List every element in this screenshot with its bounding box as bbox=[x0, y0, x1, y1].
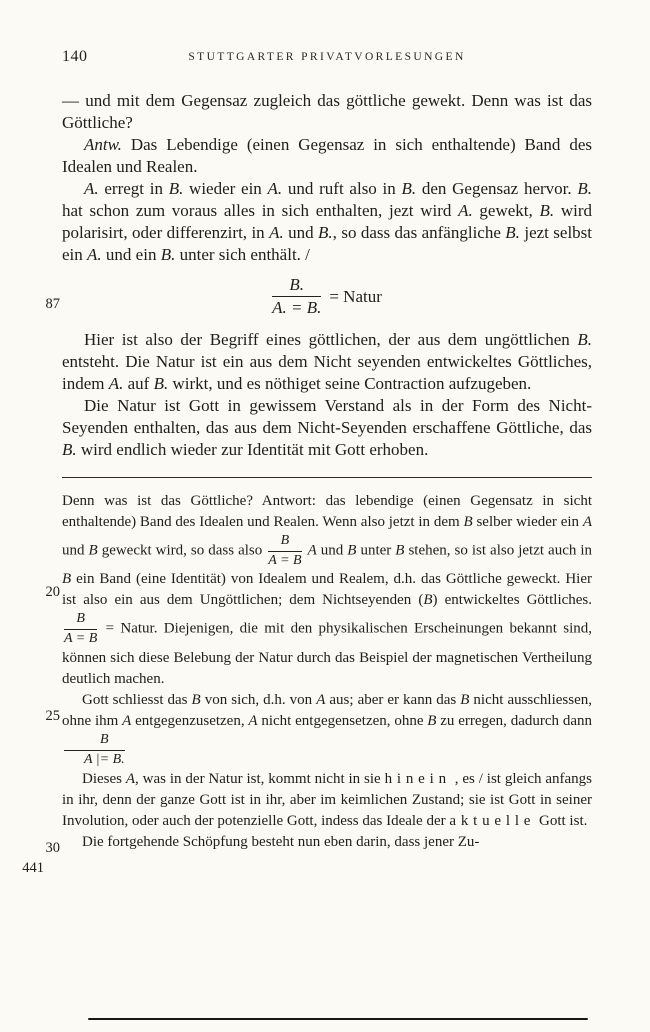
paragraph: A. erregt in B. wieder ein A. und ruft also in B. den Gegensaz hervor. B. hat schon zum voraus alles in sich enthalten, jezt wird A. gewekt, B. wird polarisirt, oder differenzirt, in A. und B., so dass das anfängliche B. jezt selbst ein A. und ein B. unter sich enthält. / bbox=[62, 179, 593, 264]
fraction-denominator: A. = B. bbox=[272, 298, 322, 318]
margin-page-number: 441 bbox=[22, 860, 44, 876]
text-run: Gott schliesst das B von sich, d.h. von A aus; aber er kann das B nicht ausschliessen, ohne ihm A entgegenzusetzen, A nicht entgegensetzen, ohne B zu erregen, dadurch dann bbox=[62, 691, 593, 729]
fraction bbox=[64, 611, 97, 648]
page-number: 140 bbox=[62, 48, 88, 65]
margin-section-number: 87 bbox=[45, 296, 60, 312]
paragraph: Antw. Das Lebendige (einen Gegensaz in sich enthaltende) Band des Idealen und Realen. bbox=[62, 135, 592, 176]
text-column bbox=[62, 90, 592, 853]
formula-display bbox=[62, 275, 592, 319]
scan-artifact-line bbox=[88, 1018, 588, 1021]
fraction-denominator: A = B bbox=[268, 552, 302, 568]
fraction-numerator: B bbox=[64, 611, 97, 630]
separator-rule bbox=[62, 477, 592, 478]
fraction-denominator: A = B bbox=[64, 631, 98, 647]
running-head: STUTTGARTER PRIVATVORLESUNGEN bbox=[188, 51, 466, 63]
text-run: Denn was ist das Göttliche? Antwort: das lebendige (einen Gegensatz in sicht enthaltende) Band des Idealen und Realen. Wenn also jetzt in dem B selber wieder ein A und B geweckt wird, so dass also bbox=[62, 492, 592, 559]
formula-rhs: = Natur bbox=[329, 286, 382, 306]
paragraph: Die Natur ist Gott in gewissem Verstand als in der Form des Nicht-Seyenden enthalten, das aus dem Nicht-Seyenden erschaffene Göttliche, das B. wird endlich wieder zur Identität mit Gott erhoben. bbox=[62, 395, 592, 459]
margin-line-number: 25 bbox=[45, 708, 60, 724]
fraction-numerator: B. bbox=[272, 275, 321, 297]
paragraph: Dieses A, was in der Natur ist, kommt nicht in sie hinein , es / ist gleich anfangs in ihr, denn der ganze Gott ist in ihr, aber im keimlichen Zustand; sie ist Gott in seiner Involution, oder auch der potenzielle Gott, indess das Ideale der aktuelle Gott ist. bbox=[62, 770, 592, 829]
fraction-denominator: A |= B. bbox=[84, 751, 125, 767]
text-run: = Natur. Diejenigen, die mit den physikalischen Erscheinungen bekannt sind, können sich diese Belebung der Natur durch das Beispiel der magnetischen Vertheilung deutlich machen. bbox=[62, 621, 592, 687]
paragraph: Hier ist also der Begriff eines göttlichen, der aus dem ungöttlichen B. entsteht. Die Natur ist ein aus dem Nicht seyenden entwickeltes Göttliches, indem A. auf B. wirkt, und es nöthiget seine Contraction aufzugeben. bbox=[62, 329, 592, 393]
paragraph: Die fortgehende Schöpfung besteht nun eben darin, dass jener Zu- bbox=[82, 833, 480, 850]
fraction-numerator: B bbox=[268, 533, 301, 552]
fraction bbox=[268, 533, 301, 570]
margin-line-number: 30 bbox=[45, 840, 60, 856]
text-run: A und B unter B stehen, so ist also jetzt auch in B ein Band (eine Identität) von Idealem und Realem, d.h. das Göttliche geweckt. Hier ist also ein aus dem Ungöttlichen; dem Nichtseyenden (B) entwickeltes Göttliches. bbox=[62, 542, 593, 609]
paragraph bbox=[62, 690, 592, 769]
fraction-numerator: B bbox=[64, 732, 125, 751]
page-header bbox=[62, 48, 592, 68]
apparatus-block bbox=[62, 491, 592, 853]
main-text-block bbox=[62, 90, 592, 461]
fraction bbox=[272, 275, 321, 319]
margin-line-number: 20 bbox=[45, 584, 60, 600]
paragraph: — und mit dem Gegensaz zugleich das göttliche gewekt. Denn was ist das Göttliche? bbox=[62, 91, 592, 132]
fraction bbox=[64, 732, 125, 769]
paragraph bbox=[62, 491, 592, 690]
